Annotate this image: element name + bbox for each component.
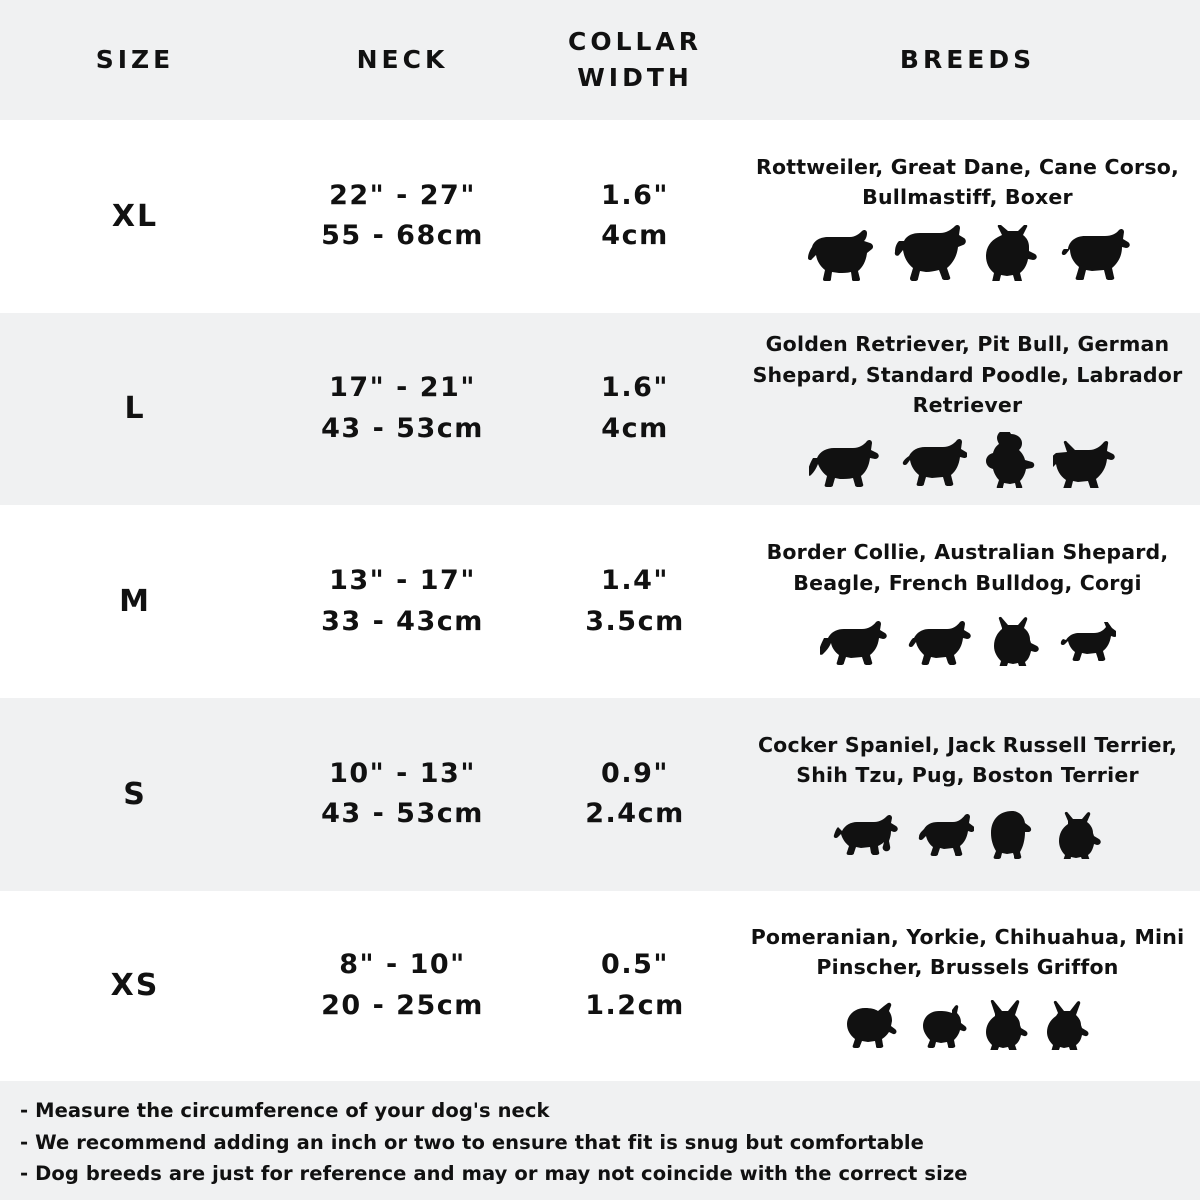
column-header-collar-width-line1: COLLAR — [567, 26, 703, 56]
table-row — [0, 505, 1200, 698]
table-row — [0, 698, 1200, 891]
cell-size — [0, 698, 270, 891]
cell-breeds — [735, 891, 1200, 1082]
table-row — [0, 891, 1200, 1082]
collar-width-cm: 4cm — [601, 412, 669, 444]
cell-collar-width — [535, 891, 735, 1082]
pug-silhouette — [1052, 811, 1104, 859]
breed-silhouettes — [844, 990, 1092, 1050]
breed-silhouettes — [809, 428, 1127, 488]
neck-inches: 22" - 27" — [329, 179, 476, 211]
column-header-collar-width — [535, 24, 735, 97]
cell-breeds — [735, 505, 1200, 698]
golden-retriever-silhouette — [809, 436, 883, 488]
size-label: XS — [110, 968, 160, 1004]
collar-width-inches: 1.4" — [601, 565, 669, 597]
collar-width-cm: 3.5cm — [585, 605, 685, 637]
column-header-size: SIZE — [95, 44, 175, 74]
cell-size — [0, 313, 270, 506]
collar-width-inches: 1.6" — [601, 179, 669, 211]
cell-neck — [270, 698, 535, 891]
german-shepard-silhouette — [1053, 436, 1127, 488]
collar-width-inches: 0.9" — [601, 757, 669, 789]
cell-neck — [270, 891, 535, 1082]
neck-inches: 13" - 17" — [329, 565, 476, 597]
table-row — [0, 313, 1200, 506]
breeds-list: Golden Retriever, Pit Bull, German Shepard, Standard Poodle, Labrador Retriever — [752, 332, 1183, 418]
column-header-breeds: BREEDS — [899, 44, 1036, 74]
bullmastiff-silhouette — [1060, 225, 1132, 281]
cell-breeds — [735, 120, 1200, 313]
poodle-silhouette — [981, 432, 1039, 488]
corgi-silhouette — [1056, 622, 1116, 666]
pomeranian-silhouette — [844, 1002, 902, 1050]
breed-silhouettes — [832, 799, 1104, 859]
size-label: XL — [111, 198, 159, 234]
mini-pinscher-silhouette — [1044, 1000, 1092, 1050]
cell-neck — [270, 313, 535, 506]
border-collie-silhouette — [820, 618, 890, 666]
breed-silhouettes — [820, 606, 1116, 666]
french-bulldog-silhouette — [986, 616, 1042, 666]
cell-neck — [270, 120, 535, 313]
size-label: S — [123, 776, 147, 812]
neck-inches: 8" - 10" — [339, 949, 466, 981]
note-item: - Measure the circumference of your dog's neck — [20, 1099, 550, 1123]
cell-size — [0, 891, 270, 1082]
cell-size — [0, 120, 270, 313]
neck-cm: 55 - 68cm — [321, 220, 484, 252]
breeds-list: Cocker Spaniel, Jack Russell Terrier, Shih Tzu, Pug, Boston Terrier — [757, 732, 1178, 788]
cell-collar-width — [535, 505, 735, 698]
neck-cm: 43 - 53cm — [321, 412, 484, 444]
breeds-list: Rottweiler, Great Dane, Cane Corso, Bullmastiff, Boxer — [756, 154, 1179, 210]
cell-size — [0, 505, 270, 698]
table-row — [0, 120, 1200, 313]
note-item: - Dog breeds are just for reference and may or may not coincide with the correct size — [20, 1162, 968, 1186]
collar-width-cm: 4cm — [601, 220, 669, 252]
cell-collar-width — [535, 698, 735, 891]
breed-silhouettes — [804, 221, 1132, 281]
cane-corso-silhouette — [984, 225, 1046, 281]
yorkie-silhouette — [916, 1004, 968, 1050]
breeds-list: Pomeranian, Yorkie, Chihuahua, Mini Pinscher, Brussels Griffon — [750, 924, 1185, 979]
cell-collar-width — [535, 120, 735, 313]
collar-width-cm: 1.2cm — [585, 989, 685, 1021]
footer-notes — [0, 1081, 1200, 1200]
note-item: - We recommend adding an inch or two to ensure that fit is snug but comfortable — [20, 1130, 924, 1154]
neck-inches: 17" - 21" — [329, 372, 476, 404]
collar-width-inches: 1.6" — [601, 372, 669, 404]
cell-breeds — [735, 698, 1200, 891]
jack-russell-terrier-silhouette — [912, 811, 974, 859]
cell-collar-width — [535, 313, 735, 506]
neck-inches: 10" - 13" — [329, 757, 476, 789]
great-dane-silhouette — [894, 225, 970, 281]
size-label: L — [124, 391, 146, 427]
neck-cm: 20 - 25cm — [321, 989, 484, 1021]
breeds-list: Border Collie, Australian Shepard, Beagle, French Bulldog, Corgi — [766, 540, 1169, 595]
neck-cm: 43 - 53cm — [321, 798, 484, 830]
column-header-neck: NECK — [356, 44, 449, 74]
size-label: M — [119, 584, 151, 620]
cell-neck — [270, 505, 535, 698]
neck-cm: 33 - 43cm — [321, 605, 484, 637]
cocker-spaniel-silhouette — [832, 811, 898, 859]
collar-width-inches: 0.5" — [601, 949, 669, 981]
chihuahua-silhouette — [982, 1000, 1030, 1050]
table-header-row — [0, 0, 1200, 120]
beagle-silhouette — [904, 618, 972, 666]
rottweiler-silhouette — [804, 225, 880, 281]
pit-bull-silhouette — [897, 436, 967, 488]
column-header-collar-width-line2: WIDTH — [577, 62, 693, 92]
collar-width-cm: 2.4cm — [585, 798, 685, 830]
cell-breeds — [735, 313, 1200, 506]
shih-tzu-silhouette — [988, 809, 1038, 859]
